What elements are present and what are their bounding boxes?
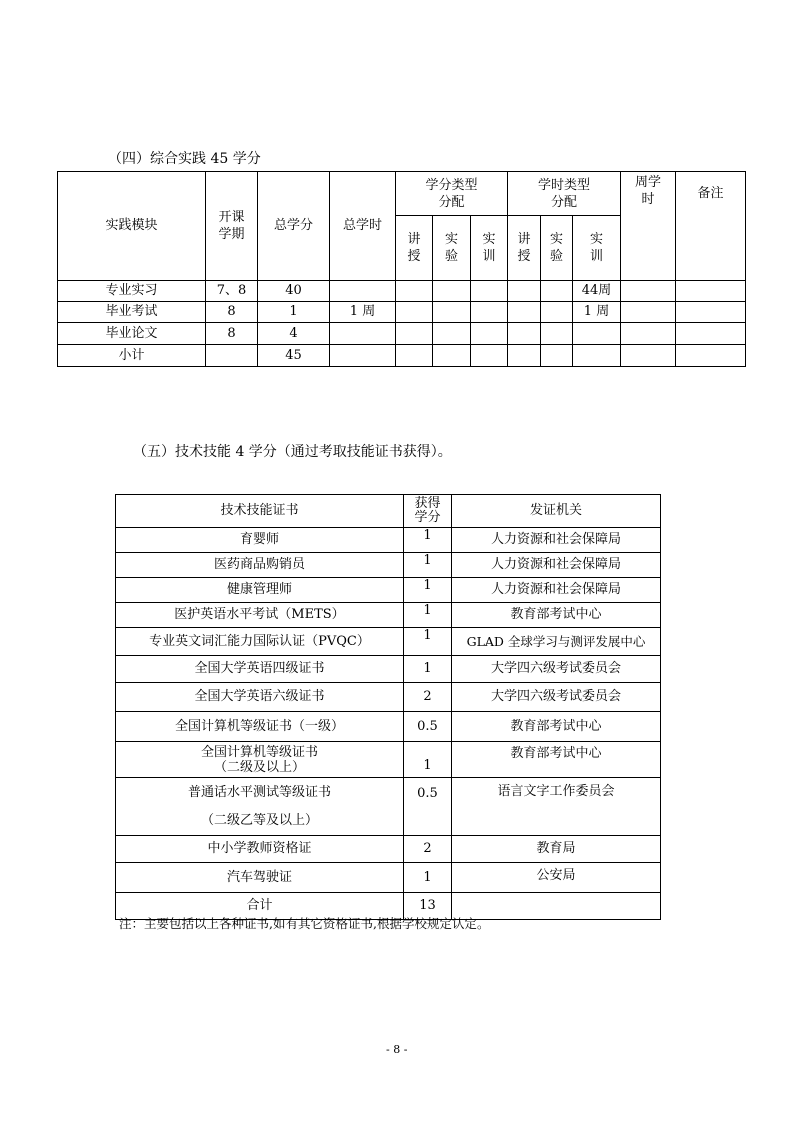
cert-issuer: 语言文字工作委员会 [452,778,661,836]
cert-issuer: GLAD 全球学习与测评发展中心 [452,628,661,656]
header-total-credits: 总学分 [258,172,330,281]
header-credit-training: 实训 [471,216,508,281]
header-hour-type: 学时类型 分配 [508,172,621,216]
table-row [116,778,661,836]
table-row [116,628,661,656]
table-row [58,302,746,323]
header-certificate: 技术技能证书 [116,495,404,528]
row-module: 毕业论文 [58,323,206,345]
row-term: 7、8 [206,281,258,302]
table-row [58,323,746,345]
cert-issuer: 人力资源和社会保障局 [452,528,661,553]
header-week-hours: 周学 时 [621,172,676,281]
row-term: 8 [206,302,258,323]
cert-issuer: 教育局 [452,836,661,863]
header-remarks: 备注 [676,172,746,281]
cert-issuer: 大学四六级考试委员会 [452,683,661,712]
row-hours [330,281,396,302]
header-total-hours: 总学时 [330,172,396,281]
row-term [206,345,258,367]
cert-name: 普通话水平测试等级证书 （二级乙等及以上） [116,778,404,836]
cert-credits: 1 [404,603,452,628]
cert-name: 医护英语水平考试（METS） [116,603,404,628]
cert-issuer: 教育部考试中心 [452,712,661,742]
cert-name: 全国大学英语四级证书 [116,656,404,683]
section5-title: （五）技术技能 4 学分（通过考取技能证书获得）。 [133,444,452,460]
cert-issuer: 人力资源和社会保障局 [452,553,661,578]
row-training-hours: 44周 [573,281,621,302]
cert-credits: 1 [404,528,452,553]
row-hours [330,345,396,367]
header-credit-lecture: 讲授 [396,216,433,281]
cert-name: 全国大学英语六级证书 [116,683,404,712]
cert-issuer: 教育部考试中心 [452,603,661,628]
cert-name: 健康管理师 [116,578,404,603]
row-term: 8 [206,323,258,345]
total-credits: 13 [404,893,452,920]
table-row [116,528,661,553]
cert-issuer: 公安局 [452,863,661,893]
row-module: 专业实习 [58,281,206,302]
cert-credits: 0.5 [404,778,452,836]
practice-table [57,171,746,367]
cert-name: 全国计算机等级证书 （二级及以上） [116,742,404,778]
row-credits: 45 [258,345,330,367]
cert-credits: 1 [404,742,452,778]
table-row [116,742,661,778]
header-issuer: 发证机关 [452,495,661,528]
header-credit-experiment: 实验 [433,216,471,281]
table-row [116,712,661,742]
header-term: 开课 学期 [206,172,258,281]
cert-credits: 1 [404,863,452,893]
cert-issuer: 人力资源和社会保障局 [452,578,661,603]
header-credit-type: 学分类型 分配 [396,172,508,216]
cert-name: 医药商品购销员 [116,553,404,578]
header-hour-training: 实训 [573,216,621,281]
certificate-table [115,494,661,920]
cert-credits: 0.5 [404,712,452,742]
cert-name: 中小学教师资格证 [116,836,404,863]
table-row [116,603,661,628]
cert-name: 专业英文词汇能力国际认证（PVQC） [116,628,404,656]
table-row [58,281,746,302]
table-row [116,578,661,603]
table-row [116,863,661,893]
cert-credits: 2 [404,683,452,712]
cert-issuer: 大学四六级考试委员会 [452,656,661,683]
header-credits: 获得 学分 [404,495,452,528]
table-row [116,836,661,863]
row-hours: 1 周 [330,302,396,323]
row-training-hours: 1 周 [573,302,621,323]
header-module: 实践模块 [58,172,206,281]
cert-credits: 1 [404,656,452,683]
cert-credits: 1 [404,553,452,578]
cert-name: 汽车驾驶证 [116,863,404,893]
row-training-hours [573,345,621,367]
table-row [116,683,661,712]
table-row [116,553,661,578]
row-hours [330,323,396,345]
header-hour-lecture: 讲授 [508,216,541,281]
cert-name: 全国计算机等级证书（一级） [116,712,404,742]
row-credits: 4 [258,323,330,345]
section4-title: （四）综合实践 45 学分 [108,151,261,167]
subtotal-row [58,345,746,367]
row-credits: 40 [258,281,330,302]
cert-credits: 1 [404,628,452,656]
row-training-hours [573,323,621,345]
total-label: 合计 [116,893,404,920]
row-module: 毕业考试 [58,302,206,323]
row-credits: 1 [258,302,330,323]
cert-credits: 1 [404,578,452,603]
cert-issuer: 教育部考试中心 [452,742,661,778]
page-number: - 8 - [386,1043,408,1056]
cert-credits: 2 [404,836,452,863]
row-module: 小计 [58,345,206,367]
footnote: 注：主要包括以上各种证书,如有其它资格证书,根据学校规定认定。 [119,916,490,931]
cert-name: 育婴师 [116,528,404,553]
header-hour-experiment: 实验 [541,216,573,281]
table-row [116,656,661,683]
